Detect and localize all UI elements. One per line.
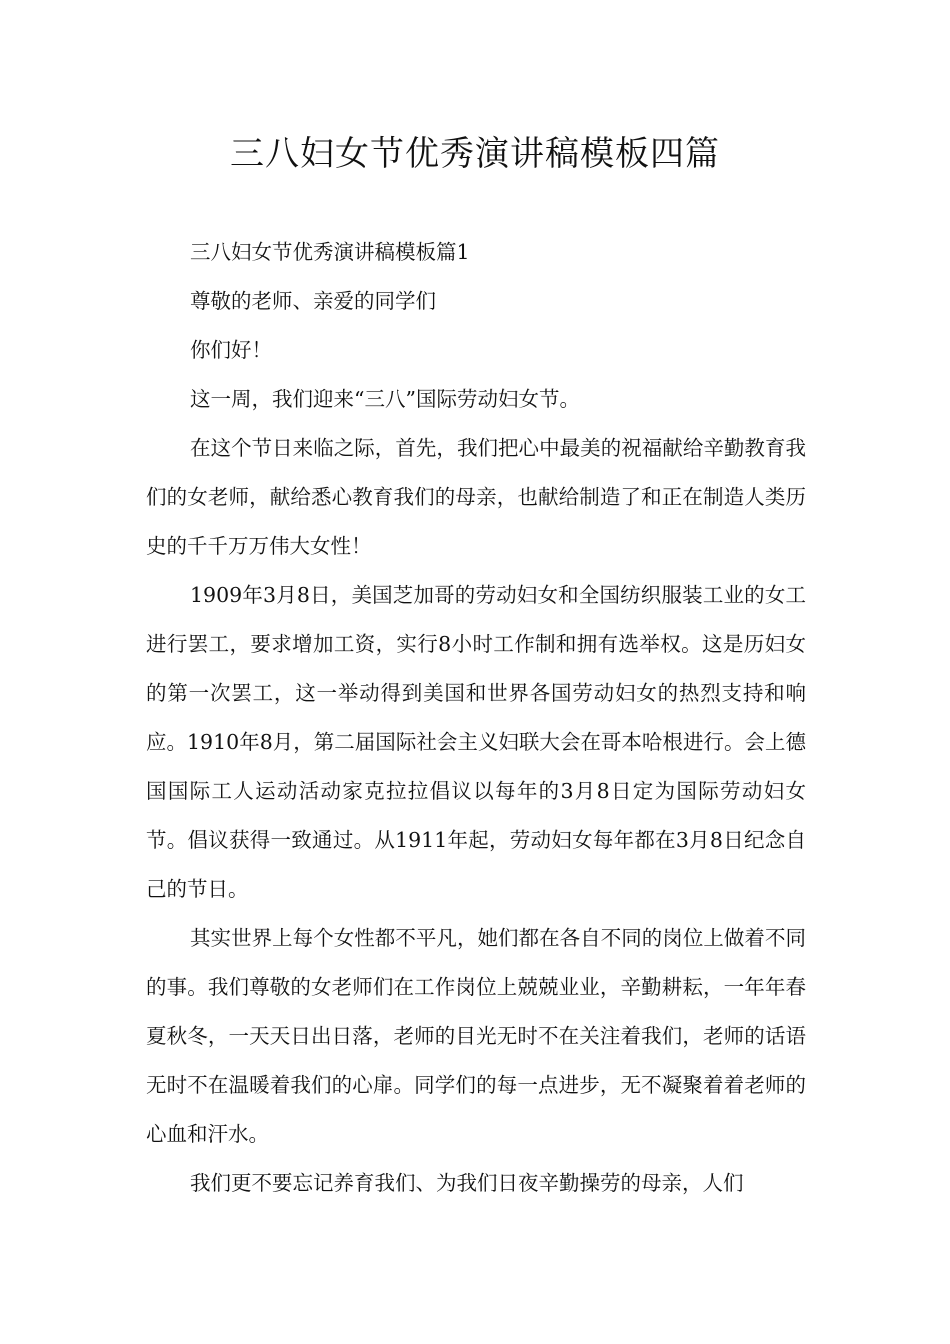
- greeting: 你们好！: [190, 338, 272, 362]
- document-body: [146, 228, 806, 1208]
- body-paragraph: 我们更不要忘记养育我们、为我们日夜辛勤操劳的母亲，人们: [190, 1171, 744, 1195]
- body-paragraph: 在这个节日来临之际，首先，我们把心中最美的祝福献给辛勤教育我们的女老师，献给悉心教育我们的母亲，也献给制造了和正在制造人类历史的千千万万伟大女性！: [146, 436, 806, 558]
- document-title: 三八妇女节优秀演讲稿模板四篇: [230, 134, 720, 174]
- body-paragraph: 其实世界上每个女性都不平凡，她们都在各自不同的岗位上做着不同的事。我们尊敬的女老师们在工作岗位上兢兢业业，辛勤耕耘，一年年春夏秋冬，一天天日出日落，老师的目光无时不在关注着我们，老师的话语无时不在温暖着我们的心扉。同学们的每一点进步，无不凝聚着着老师的心血和汗水。: [146, 926, 806, 1146]
- section-heading: 三八妇女节优秀演讲稿模板篇1: [190, 240, 470, 264]
- body-paragraph: 1909年3月8日，美国芝加哥的劳动妇女和全国纺织服装工业的女工进行罢工，要求增加工资，实行8小时工作制和拥有选举权。这是历妇女的第一次罢工，这一举动得到美国和世界各国劳动妇女的热烈支持和响应。1910年8月，第二届国际社会主义妇联大会在哥本哈根进行。会上德国国际工人运动活动家克拉拉倡议以每年的3月8日定为国际劳动妇女节。倡议获得一致通过。从1911年起，劳动妇女每年都在3月8日纪念自己的节日。: [146, 583, 806, 901]
- salutation: 尊敬的老师、亲爱的同学们: [190, 289, 436, 313]
- body-paragraph: 这一周，我们迎来“三八”国际劳动妇女节。: [190, 387, 580, 411]
